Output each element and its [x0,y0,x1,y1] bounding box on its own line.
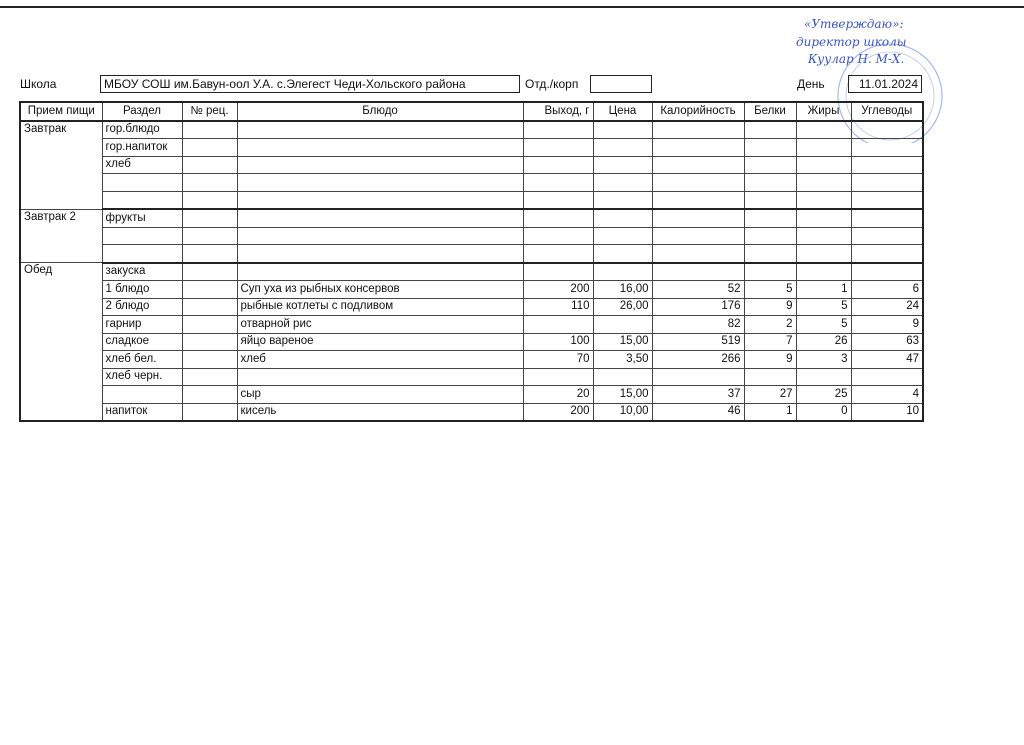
table-row [20,245,923,263]
protein-cell [744,139,796,157]
section-cell [102,245,182,263]
table-row [20,368,923,386]
price-cell [593,139,652,157]
calories-cell [652,121,744,139]
recipe-cell [182,386,237,404]
table-header-row [20,102,923,121]
approval-line-1: «Утверждаю»: [804,17,904,31]
carbs-cell [851,368,923,386]
protein-cell [744,121,796,139]
recipe-cell [182,403,237,421]
section-cell [102,191,182,209]
protein-cell [744,245,796,263]
recipe-cell [182,368,237,386]
dish-cell: яйцо вареное [237,333,523,351]
protein-cell [744,156,796,174]
dish-cell [237,368,523,386]
protein-cell: 9 [744,298,796,316]
fat-cell [796,245,851,263]
table-row [20,156,923,174]
calories-cell [652,156,744,174]
dish-cell [237,121,523,139]
output-cell [523,139,593,157]
fat-cell [796,139,851,157]
calories-cell: 46 [652,403,744,421]
recipe-cell [182,316,237,334]
school-label: Школа [20,77,57,91]
price-cell [593,368,652,386]
dept-label: Отд./корп [525,77,579,91]
carbs-cell [851,156,923,174]
output-cell: 100 [523,333,593,351]
protein-cell: 5 [744,281,796,299]
carbs-cell [851,245,923,263]
col-header-fat: Жиры [796,102,851,121]
school-field[interactable]: МБОУ СОШ им.Бавун-оол У.А. с.Элегест Чеди-Хольского района [100,75,520,93]
output-cell [523,368,593,386]
section-cell: 1 блюдо [102,281,182,299]
dish-cell: хлеб [237,351,523,369]
output-cell: 200 [523,281,593,299]
carbs-cell [851,191,923,209]
table-row [20,403,923,421]
output-cell [523,245,593,263]
fat-cell: 3 [796,351,851,369]
section-cell: хлеб [102,156,182,174]
menu-table [19,101,924,422]
price-cell [593,174,652,192]
dish-cell [237,139,523,157]
output-cell [523,156,593,174]
col-header-carbs: Углеводы [851,102,923,121]
table-row [20,227,923,245]
calories-cell: 266 [652,351,744,369]
dish-cell [237,191,523,209]
price-cell [593,227,652,245]
price-cell [593,121,652,139]
table-row [20,351,923,369]
table-row [20,174,923,192]
recipe-cell [182,281,237,299]
recipe-cell [182,191,237,209]
output-cell [523,227,593,245]
output-cell: 110 [523,298,593,316]
carbs-cell [851,174,923,192]
calories-cell: 176 [652,298,744,316]
fat-cell [796,121,851,139]
carbs-cell: 6 [851,281,923,299]
carbs-cell: 24 [851,298,923,316]
price-cell: 10,00 [593,403,652,421]
carbs-cell [851,263,923,281]
fat-cell: 25 [796,386,851,404]
carbs-cell: 63 [851,333,923,351]
recipe-cell [182,333,237,351]
fat-cell: 26 [796,333,851,351]
section-cell [102,227,182,245]
col-header-protein: Белки [744,102,796,121]
calories-cell [652,227,744,245]
table-row [20,139,923,157]
dish-cell [237,209,523,227]
output-cell: 20 [523,386,593,404]
recipe-cell [182,139,237,157]
col-header-price: Цена [593,102,652,121]
dish-cell: рыбные котлеты с подливом [237,298,523,316]
price-cell: 16,00 [593,281,652,299]
calories-cell [652,263,744,281]
approval-line-3: Куулар Н. М-Х. [808,52,905,66]
protein-cell: 27 [744,386,796,404]
section-cell: фрукты [102,209,182,227]
section-cell: гарнир [102,316,182,334]
section-cell: гор.напиток [102,139,182,157]
output-cell [523,121,593,139]
calories-cell [652,191,744,209]
approval-line-2: директор школы [796,35,907,49]
section-cell [102,386,182,404]
dish-cell [237,227,523,245]
recipe-cell [182,209,237,227]
fat-cell [796,156,851,174]
protein-cell: 7 [744,333,796,351]
recipe-cell [182,156,237,174]
price-cell: 15,00 [593,333,652,351]
calories-cell: 82 [652,316,744,334]
dept-field[interactable] [590,75,652,93]
menu-table-body [20,121,923,422]
carbs-cell: 9 [851,316,923,334]
carbs-cell [851,227,923,245]
table-row [20,386,923,404]
col-header-dish: Блюдо [237,102,523,121]
meal-name-cell: Завтрак [20,121,102,210]
price-cell [593,263,652,281]
price-cell [593,191,652,209]
calories-cell [652,245,744,263]
calories-cell [652,174,744,192]
recipe-cell [182,174,237,192]
table-row [20,298,923,316]
protein-cell [744,209,796,227]
fat-cell [796,227,851,245]
section-cell: сладкое [102,333,182,351]
price-cell [593,316,652,334]
protein-cell [744,174,796,192]
output-cell [523,209,593,227]
price-cell [593,156,652,174]
fat-cell: 0 [796,403,851,421]
dish-cell: кисель [237,403,523,421]
dish-cell [237,263,523,281]
col-header-recipe-no: № рец. [182,102,237,121]
section-cell [102,174,182,192]
output-cell [523,174,593,192]
dish-cell: отварной рис [237,316,523,334]
recipe-cell [182,351,237,369]
section-cell: 2 блюдо [102,298,182,316]
day-field[interactable]: 11.01.2024 [848,75,922,93]
table-row [20,191,923,209]
price-cell: 3,50 [593,351,652,369]
col-header-output: Выход, г [523,102,593,121]
fat-cell: 5 [796,298,851,316]
table-row [20,209,923,227]
carbs-cell: 10 [851,403,923,421]
output-cell [523,263,593,281]
protein-cell [744,368,796,386]
protein-cell: 1 [744,403,796,421]
carbs-cell [851,121,923,139]
protein-cell [744,191,796,209]
calories-cell [652,368,744,386]
calories-cell: 519 [652,333,744,351]
carbs-cell: 47 [851,351,923,369]
fat-cell: 1 [796,281,851,299]
carbs-cell: 4 [851,386,923,404]
fat-cell [796,263,851,281]
recipe-cell [182,227,237,245]
fat-cell [796,209,851,227]
output-cell [523,316,593,334]
section-cell: напиток [102,403,182,421]
carbs-cell [851,209,923,227]
protein-cell: 2 [744,316,796,334]
calories-cell: 37 [652,386,744,404]
col-header-meal: Прием пищи [20,102,102,121]
dish-cell [237,245,523,263]
day-label: День [797,77,825,91]
section-cell: хлеб черн. [102,368,182,386]
table-row [20,316,923,334]
output-cell [523,191,593,209]
price-cell: 15,00 [593,386,652,404]
recipe-cell [182,263,237,281]
fat-cell [796,191,851,209]
price-cell: 26,00 [593,298,652,316]
col-header-section: Раздел [102,102,182,121]
fat-cell [796,368,851,386]
fat-cell [796,174,851,192]
recipe-cell [182,121,237,139]
table-row [20,333,923,351]
price-cell [593,209,652,227]
protein-cell [744,263,796,281]
table-row [20,263,923,281]
dish-cell [237,156,523,174]
section-cell: закуска [102,263,182,281]
col-header-calories: Калорийность [652,102,744,121]
calories-cell: 52 [652,281,744,299]
dish-cell: Суп уха из рыбных консервов [237,281,523,299]
meal-name-cell: Обед [20,263,102,422]
dish-cell: сыр [237,386,523,404]
protein-cell [744,227,796,245]
calories-cell [652,139,744,157]
table-row [20,121,923,139]
output-cell: 200 [523,403,593,421]
table-row [20,281,923,299]
meal-name-cell: Завтрак 2 [20,209,102,263]
section-cell: гор.блюдо [102,121,182,139]
calories-cell [652,209,744,227]
carbs-cell [851,139,923,157]
price-cell [593,245,652,263]
dish-cell [237,174,523,192]
recipe-cell [182,298,237,316]
section-cell: хлеб бел. [102,351,182,369]
recipe-cell [182,245,237,263]
output-cell: 70 [523,351,593,369]
fat-cell: 5 [796,316,851,334]
protein-cell: 9 [744,351,796,369]
